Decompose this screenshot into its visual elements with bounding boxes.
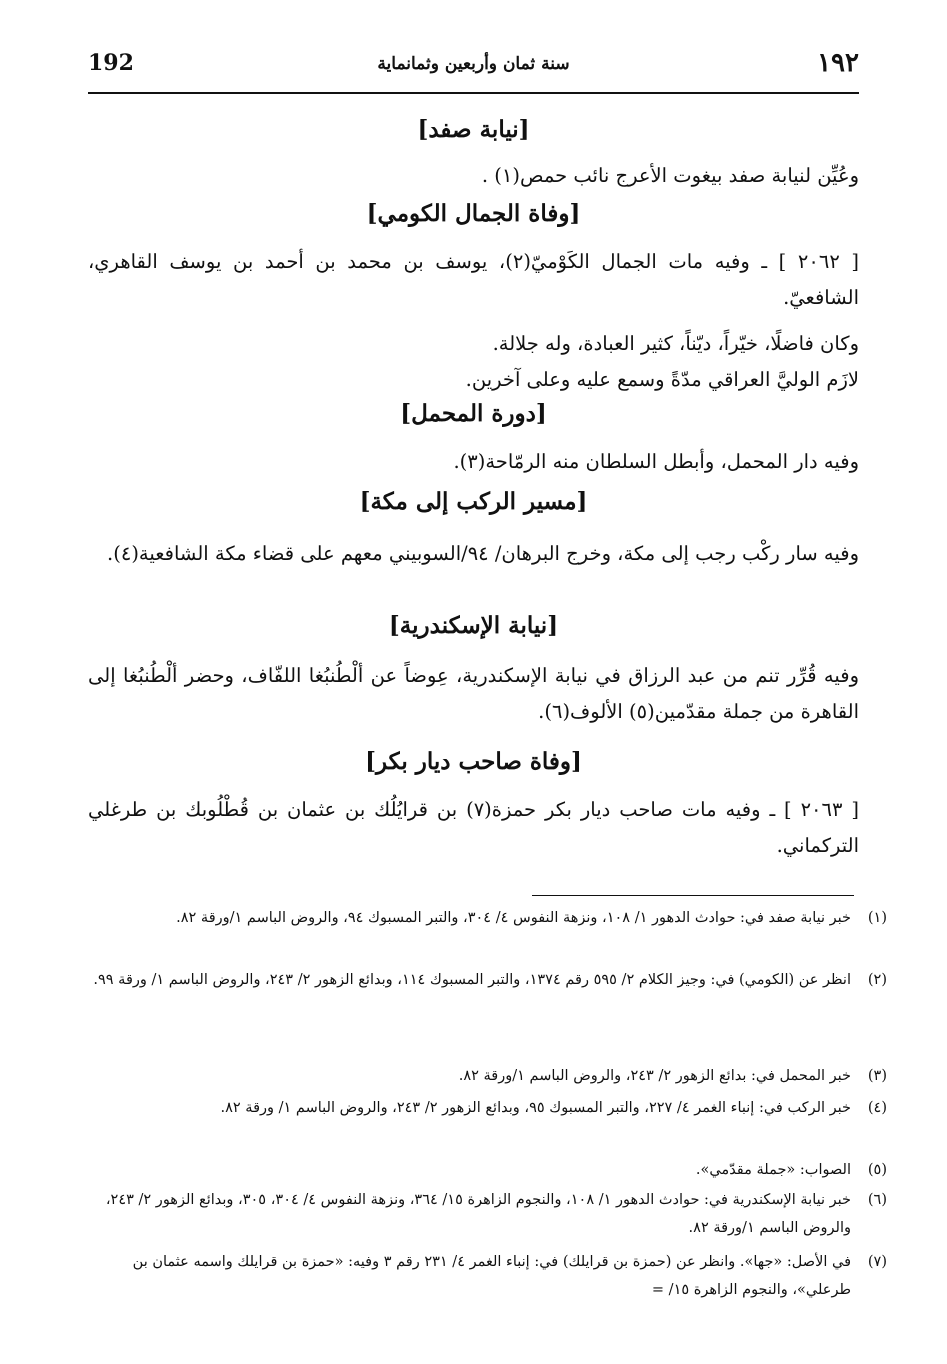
footnote bbox=[82, 1094, 887, 1122]
paragraph: وعُيِّن لنيابة صفد بيغوت الأعرج نائب حمص(١) . bbox=[481, 164, 859, 187]
footnote-text: انظر عن (الكومي) في: وجيز الكلام ٢/ ٥٩٥ رقم ١٣٧٤، والتبر المسبوك ١١٤، وبدائع الزهور ٢/ ٢٤٣، والروض الباسم ١/ ورقة ٩٩. bbox=[93, 972, 851, 988]
footnote-number: (٧) bbox=[867, 1254, 887, 1270]
footnote-text: خبر الركب في: إنباء الغمر ٤/ ٢٢٧، والتبر المسبوك ٩٥، وبدائع الزهور ٢/ ٢٤٣، والروض الباسم ١/ ورقة ٨٢. bbox=[220, 1100, 851, 1116]
section-heading: [نيابة صفد] bbox=[417, 116, 530, 143]
section-heading: [وفاة صاحب ديار بكر] bbox=[365, 748, 582, 775]
footnote-text: خبر نيابة صفد في: حوادث الدهور ١/ ١٠٨، ونزهة النفوس ٤/ ٣٠٤، والتبر المسبوك ٩٤، والروض الباسم ١/ورقة ٨٢. bbox=[176, 910, 851, 926]
running-title: سنة ثمان وأربعين وثمانماية bbox=[377, 54, 570, 74]
footnote bbox=[82, 1248, 887, 1304]
paragraph: لازَم الوليَّ العراقي مدّةً وسمع عليه وعلى آخرين. bbox=[465, 368, 859, 391]
footnote-number: (٣) bbox=[867, 1068, 887, 1084]
footnote bbox=[82, 904, 887, 932]
page-number-arabic: ١٩٢ bbox=[817, 48, 859, 78]
footnote-text: في الأصل: «جها». وانظر عن (حمزة بن قرايلك) في: إنباء الغمر ٤/ ٢٣١ رقم ٣ وفيه: «حمزة بن قرايلك واسمه عثمان بن طرعلي»، والنجوم الزاهرة ١٥/ = bbox=[132, 1254, 851, 1298]
paragraph: وفيه سار ركْب رجب إلى مكة، وخرج البرهان/ ٩٤/السوبيني معهم على قضاء مكة الشافعية(٤). bbox=[107, 542, 859, 565]
section-heading: [مسير الركب إلى مكة] bbox=[359, 488, 588, 515]
footnote-text: خبر المحمل في: بدائع الزهور ٢/ ٢٤٣، والروض الباسم ١/ورقة ٨٢. bbox=[458, 1068, 851, 1084]
section-heading: [وفاة الجمال الكومي] bbox=[366, 200, 581, 227]
footnote bbox=[82, 1156, 887, 1184]
footnote-number: (٤) bbox=[867, 1100, 887, 1116]
running-header bbox=[88, 44, 859, 88]
paragraph: [ ٢٠٦٣ ] ـ وفيه مات صاحب ديار بكر حمزة(٧) بن قرايُلُك بن عثمان بن قُطْلُوبك بن طرغلي التركماني. bbox=[88, 798, 859, 857]
paragraph: وكان فاضلًا، خيّراً، ديّناً، كثير العبادة، وله جلالة. bbox=[492, 332, 859, 355]
footnote-number: (١) bbox=[867, 910, 887, 926]
footnote-text: خبر نيابة الإسكندرية في: حوادث الدهور ١/ ١٠٨، والنجوم الزاهرة ١٥/ ٣٦٤، ونزهة النفوس ٤/ ٣٠٤، ٣٠٥، وبدائع الزهور ٢/ ٢٤٣، والروض الباسم ١/ورقة ٨٢. bbox=[105, 1192, 851, 1236]
footnote-number: (٥) bbox=[867, 1162, 887, 1178]
header-rule bbox=[88, 92, 859, 94]
section-heading: [دورة المحمل] bbox=[400, 400, 547, 427]
footnote-number: (٢) bbox=[867, 972, 887, 988]
paragraph: وفيه دار المحمل، وأبطل السلطان منه الرمّاحة(٣). bbox=[453, 450, 859, 473]
footnote bbox=[82, 1186, 887, 1242]
page-number-latin: 192 bbox=[88, 50, 134, 76]
footnote bbox=[82, 1062, 887, 1090]
paragraph: وفيه قُرِّر تنم من عبد الرزاق في نيابة الإسكندرية، عِوضاً عن ألْطُنبُغا اللفّاف، وحضر ألْطُنبُغا إلى القاهرة من جملة مقدّمين(٥) الألوف(٦). bbox=[88, 664, 859, 723]
section-heading: [نيابة الإسكندرية] bbox=[388, 612, 559, 639]
paragraph: [ ٢٠٦٢ ] ـ وفيه مات الجمال الكَوْميّ(٢)، يوسف بن محمد بن أحمد بن يوسف القاهري، الشافعيّ. bbox=[88, 250, 860, 309]
footnote bbox=[82, 966, 887, 994]
footnote-number: (٦) bbox=[867, 1192, 887, 1208]
footnote-separator bbox=[532, 895, 854, 896]
footnote-text: الصواب: «جملة مقدّمي». bbox=[695, 1162, 851, 1178]
